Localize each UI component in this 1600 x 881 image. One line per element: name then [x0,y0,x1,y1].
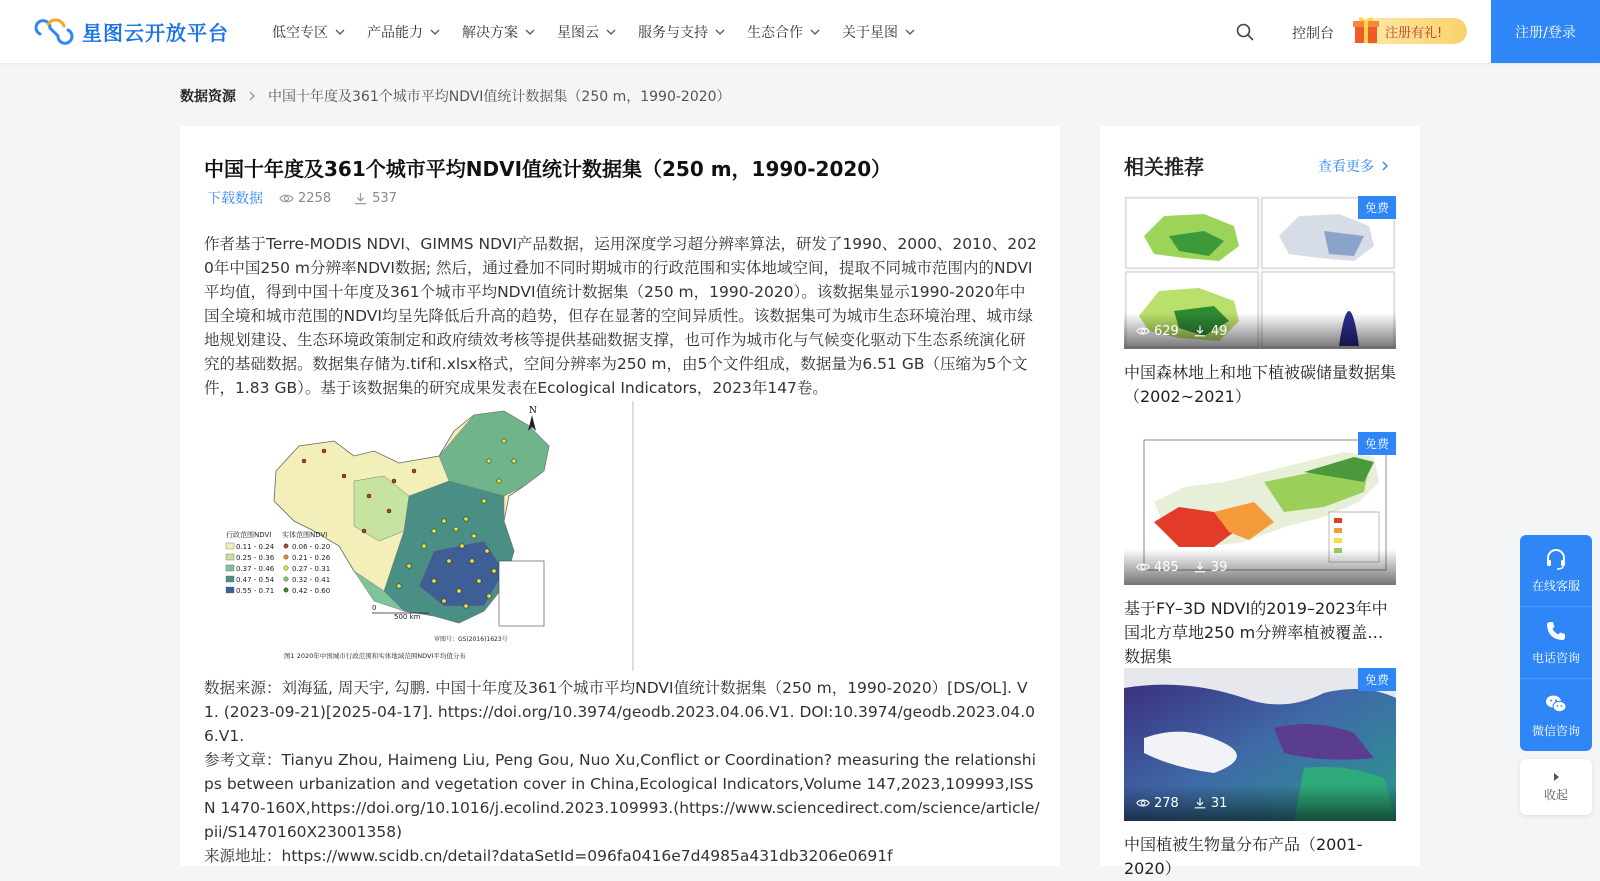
nav-label: 解决方案 [462,24,518,41]
rec-thumbnail [1124,432,1396,585]
rec-stats [1124,313,1396,349]
collapse-label: 收起 [1543,787,1568,802]
eye-icon [1136,324,1150,338]
south-china-sea-inset [499,561,544,626]
dataset-title: 中国十年度及361个城市平均NDVI值统计数据集（250 m，1990-2020） [204,157,892,181]
eye-icon [279,191,294,206]
rec-title: 中国森林地上和地下植被碳储量数据集（2002~2021） [1124,363,1397,406]
phone-icon [1544,619,1568,643]
nav-item-low-altitude[interactable] [272,22,347,42]
legend-left-item: 0.55 - 0.71 [236,587,275,595]
caret-right-icon [1551,772,1561,782]
north-label: N [529,406,537,416]
data-source-citation: 数据来源：刘海猛, 周天宇, 勾鹏. 中国十年度及361个城市平均NDVI值统计数据集（250 m，1990-2020）[DS/OL]. V1. (2023-09-21)[2025-04-17]. https://doi.org/10.3974/geodb.2023.04.06.V1. DOI:10.3974/geodb.2023.04.06.V1. [204,679,1036,745]
recommendation-item[interactable] [1124,432,1396,666]
chevron-down-icon [808,25,822,39]
login-register-button[interactable]: 注册/登录 [1491,0,1600,63]
origin-url[interactable]: 来源地址：https://www.scidb.cn/detail?dataSetId=096fa0416e7d4985a431db3206e0691f [204,847,893,865]
nav-label: 星图云 [557,24,599,41]
chevron-down-icon [428,25,442,39]
chevron-right-icon [246,90,258,102]
headset-icon [1544,547,1568,571]
nav-item-ecosystem[interactable] [747,22,822,42]
downloads-value: 537 [372,190,397,206]
rec-thumbnail [1124,196,1396,349]
recommendation-item[interactable] [1124,196,1396,409]
rec-thumbnail [1124,668,1396,821]
logo-text: 星图云开放平台 [82,20,229,45]
chevron-down-icon [713,25,727,39]
chevron-down-icon [604,25,618,39]
chevron-down-icon [333,25,347,39]
rec-downloads: 39 [1210,559,1228,575]
main-nav [272,0,937,63]
contact-group [1520,535,1592,751]
wechat-icon [1544,692,1568,716]
free-badge: 免费 [1358,668,1396,691]
wechat-consult-button[interactable] [1520,679,1592,751]
legend-left-item: 0.37 - 0.46 [236,565,275,573]
free-badge: 免费 [1358,196,1396,219]
search-icon[interactable] [1235,22,1255,42]
nav-label: 生态合作 [747,24,803,41]
chevron-right-icon [1378,159,1392,173]
nav-item-geovis-cloud[interactable] [557,22,618,42]
wechat-consult-label: 微信咨询 [1531,723,1580,738]
nav-item-support[interactable] [638,22,727,42]
legend-right-item: 0.27 - 0.31 [292,565,331,573]
figure-caption: 图1 2020年中国城市行政范围和实体地域范围NDVI平均值分布 [284,652,466,660]
rec-stats [1124,549,1396,585]
map-approval-note: 审图号：GS(2016)1623号 [434,636,508,643]
download-icon [1193,560,1207,574]
floating-contact-panel [1520,535,1592,815]
console-link[interactable]: 控制台 [1292,26,1334,42]
ndvi-map-figure [204,401,634,671]
download-icon [1193,324,1207,338]
rec-views: 629 [1154,323,1179,339]
breadcrumb [180,86,731,106]
breadcrumb-current: 中国十年度及361个城市平均NDVI值统计数据集（250 m，1990-2020） [268,89,731,105]
register-gift-button[interactable] [1357,18,1467,44]
rec-views: 278 [1154,795,1179,811]
phone-consult-label: 电话咨询 [1531,651,1580,665]
dataset-references [204,676,1040,868]
breadcrumb-root[interactable]: 数据资源 [180,89,236,105]
svg-text:0: 0 [372,604,377,612]
views-count [279,191,331,206]
related-recommendations [1100,126,1420,878]
side-title: 相关推荐 [1124,155,1204,179]
eye-icon [1136,560,1150,574]
reference-article: 参考文章：Tianyu Zhou, Haimeng Liu, Peng Gou, Nuo Xu,Conflict or Coordination? measuring the relationships between urbanization and vegetation cover in China,Ecological Indicators,Volume 147,2023,109993,ISSN 1470-160X,https://doi.org/10.1016/j.ecolind.2023.109993.(https://www.sciencedirect.com/science/article/pii/S1470160X23001358) [204,751,1040,841]
legend-left-item: 0.25 - 0.36 [236,554,275,562]
eye-icon [1136,796,1150,810]
logo-infinity-icon [34,16,74,46]
legend-right-title: 实体范围NDVI [282,531,328,539]
chevron-down-icon [523,25,537,39]
view-more-label: 查看更多 [1318,159,1374,175]
nav-item-products[interactable] [367,22,442,42]
rec-stats [1124,785,1396,821]
rec-title: 中国植被生物量分布产品（2001-2020） [1124,835,1363,878]
nav-label: 低空专区 [272,24,328,41]
legend-left-item: 0.47 - 0.54 [236,576,275,584]
legend-right-item: 0.06 - 0.20 [292,543,331,551]
nav-label: 关于星图 [842,24,898,41]
dataset-meta [207,188,419,208]
legend-left-item: 0.11 - 0.24 [236,543,275,551]
view-more-link[interactable] [1318,156,1392,176]
download-data-link[interactable]: 下载数据 [207,191,263,207]
online-service-label: 在线客服 [1531,579,1580,593]
rec-downloads: 31 [1210,795,1228,811]
rec-title: 基于FY–3D NDVI的2019–2023年中国北方草地250 m分辨率植被覆盖度数据集 [1124,599,1388,666]
chevron-down-icon [903,25,917,39]
download-icon [353,191,368,206]
nav-label: 产品能力 [367,24,423,41]
nav-item-solutions[interactable] [462,22,537,42]
recommendation-item[interactable] [1124,668,1396,881]
legend-left-title: 行政范围NDVI [226,531,272,539]
legend-right-item: 0.32 - 0.41 [292,576,331,584]
scale-label: 500 km [394,613,421,621]
dataset-description: 作者基于Terre-MODIS NDVI、GIMMS NDVI产品数据，运用深度学习超分辨率算法，研发了1990、2000、2010、2020年中国250 m分辨率NDVI数据; 然后，通过叠加不同时期城市的行政范围和实体地域空间，提取不同城市范围内的NDVI平均值，得到中国十年度及361个城市平均NDVI值统计数据集（250 m，1990-2020）。该数据集显示1990-2020年中国全境和城市范围的NDVI均呈先降低后升高的趋势，但存在显著的空间异质性。该数据集可为城市生态环境治理、城市绿地规划建设、生态环境政策制定和政府绩效考核等提供基础数据支撑，也可作为城市化与气候变化驱动下生态系统演化研究的基础数据。数据集存储为.tif和.xlsx格式，空间分辨率为250 m，由5个文件组成，数据量为6.51 GB（压缩为5个文件，1.83 GB）。基于该数据集的研究成果发表在Ecological Indicators，2023年147卷。 [204,235,1037,397]
top-header [0,0,1600,63]
views-value: 2258 [298,190,332,206]
online-service-button[interactable] [1520,535,1592,607]
logo[interactable] [34,16,229,46]
rec-downloads: 49 [1210,323,1228,339]
dataset-detail-card [180,126,1060,866]
free-badge: 免费 [1358,432,1396,455]
rec-views: 485 [1154,559,1179,575]
legend-right-item: 0.21 - 0.26 [292,554,331,562]
legend-right-item: 0.42 - 0.60 [292,587,331,595]
phone-consult-button[interactable] [1520,607,1592,679]
gift-text: 注册有礼! [1385,25,1443,41]
download-icon [1193,796,1207,810]
gift-box-icon [1351,13,1381,45]
nav-item-about[interactable] [842,22,917,42]
nav-label: 服务与支持 [638,24,708,41]
downloads-count [353,191,397,206]
collapse-button[interactable] [1520,759,1592,815]
